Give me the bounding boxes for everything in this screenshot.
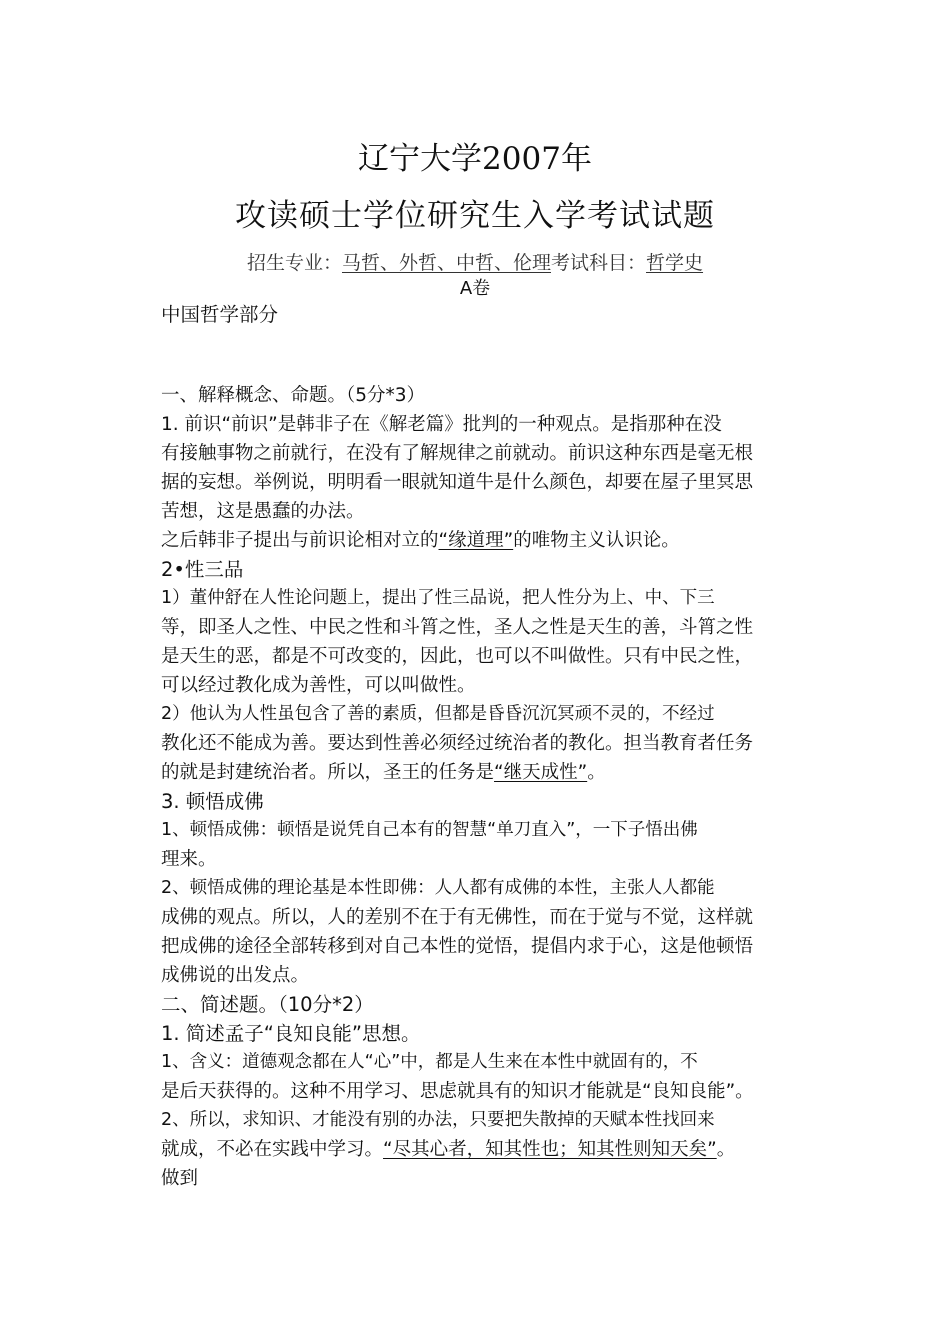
p2q1-line: 做到 — [161, 1168, 199, 1189]
q2-line: 等，即圣人之性、中民之性和斗筲之性，圣人之性是天生的善，斗筲之性 — [161, 617, 754, 638]
p2q1-text: 。 — [716, 1139, 736, 1160]
exam-title-main: 攻读硕士学位研究生入学考试试题 — [235, 198, 715, 234]
q2-line: 是天生的恶，都是不可改变的，因此，也可以不叫做性。只有中民之性， — [161, 646, 754, 667]
p2q1-line — [161, 1135, 801, 1164]
q1-line — [161, 526, 801, 555]
q2-line: 教化还不能成为善。要达到性善必须经过统治者的教化。担当教育者任务 — [161, 733, 754, 754]
p2q1-text: 就成，不必在实践中学习。 — [161, 1139, 384, 1160]
q3-line: 理来。 — [161, 849, 217, 870]
q2-text: 的就是封建统治者。所以，圣王的任务是 — [161, 762, 495, 783]
q3-line: 2、顿悟成佛的理论基是本性即佛：人人都有成佛的本性，主张人人都能 — [161, 878, 715, 898]
exam-title-university: 辽宁大学2007年 — [358, 141, 592, 177]
p2q1-line: 2、所以，求知识、才能没有别的办法，只要把失散掉的天赋本性找回来 — [161, 1110, 715, 1130]
p2q1-line: 1、含义：道德观念都在人“心”中，都是人生来在本性中就固有的，不 — [161, 1052, 698, 1072]
q3-line: 成佛的观点。所以，人的差别不在于有无佛性，而在于觉与不觉，这样就 — [161, 907, 754, 928]
q1-line: 1. 前识“前识”是韩非子在《解老篇》批判的一种观点。是指那种在没 — [161, 414, 722, 435]
q2-underlined-term: “继天成性” — [494, 762, 588, 783]
p2q1-line: 是后天获得的。这种不用学习、思虑就具有的知识才能就是“良知良能”。 — [161, 1081, 754, 1102]
q3-line: 成佛说的出发点。 — [161, 965, 310, 986]
q2-line — [161, 758, 801, 787]
p2q1-heading: 1. 简述孟子“良知良能”思想。 — [161, 1022, 421, 1045]
q1-text: 之后韩非子提出与前识论相对立的 — [161, 530, 439, 551]
exam-body — [161, 300, 801, 1193]
q2-heading: 2•性三品 — [161, 558, 244, 581]
q1-line: 据的妄想。举例说，明明看一眼就知道牛是什么颜色，却要在屋子里冥思 — [161, 472, 754, 493]
q1-underlined-term: “缘道理” — [438, 530, 514, 551]
q2-line: 可以经过教化成为善性，可以叫做性。 — [161, 675, 476, 696]
part1-heading: 一、解释概念、命题。（5分*3） — [161, 385, 426, 406]
major-value: 马哲、外哲、中哲、伦理 — [341, 252, 551, 274]
paper-volume: A卷 — [459, 278, 491, 299]
q2-line: 1）董仲舒在人性论问题上，提出了性三品说，把人性分为上、中、下三 — [161, 588, 715, 608]
spacer — [161, 329, 801, 381]
q2-text: 。 — [587, 762, 606, 783]
q3-heading: 3. 顿悟成佛 — [161, 790, 264, 813]
q1-line: 苦想，这是愚蠢的办法。 — [161, 501, 365, 522]
p2q1-underlined-quote: “尽其心者，知其性也；知其性则知天矣” — [383, 1139, 717, 1160]
q3-line: 把成佛的途径全部转移到对自己本性的觉悟，提倡内求于心，这是他顿悟 — [161, 936, 754, 957]
section-title: 中国哲学部分 — [161, 303, 279, 326]
q3-line: 1、顿悟成佛：顿悟是说凭自己本有的智慧“单刀直入”，一下子悟出佛 — [161, 820, 698, 840]
part2-heading: 二、简述题。（10分*2） — [161, 993, 374, 1016]
q1-text: 的唯物主义认识论。 — [513, 530, 680, 551]
q2-line: 2）他认为人性虽包含了善的素质，但都是昏昏沉沉冥顽不灵的，不经过 — [161, 704, 715, 724]
subject-label: 考试科目： — [551, 252, 647, 274]
exam-meta — [0, 248, 950, 275]
major-label: 招生专业： — [246, 252, 342, 274]
subject-value: 哲学史 — [646, 252, 704, 274]
q1-line: 有接触事物之前就行，在没有了解规律之前就动。前识这种东西是毫无根 — [161, 443, 754, 464]
